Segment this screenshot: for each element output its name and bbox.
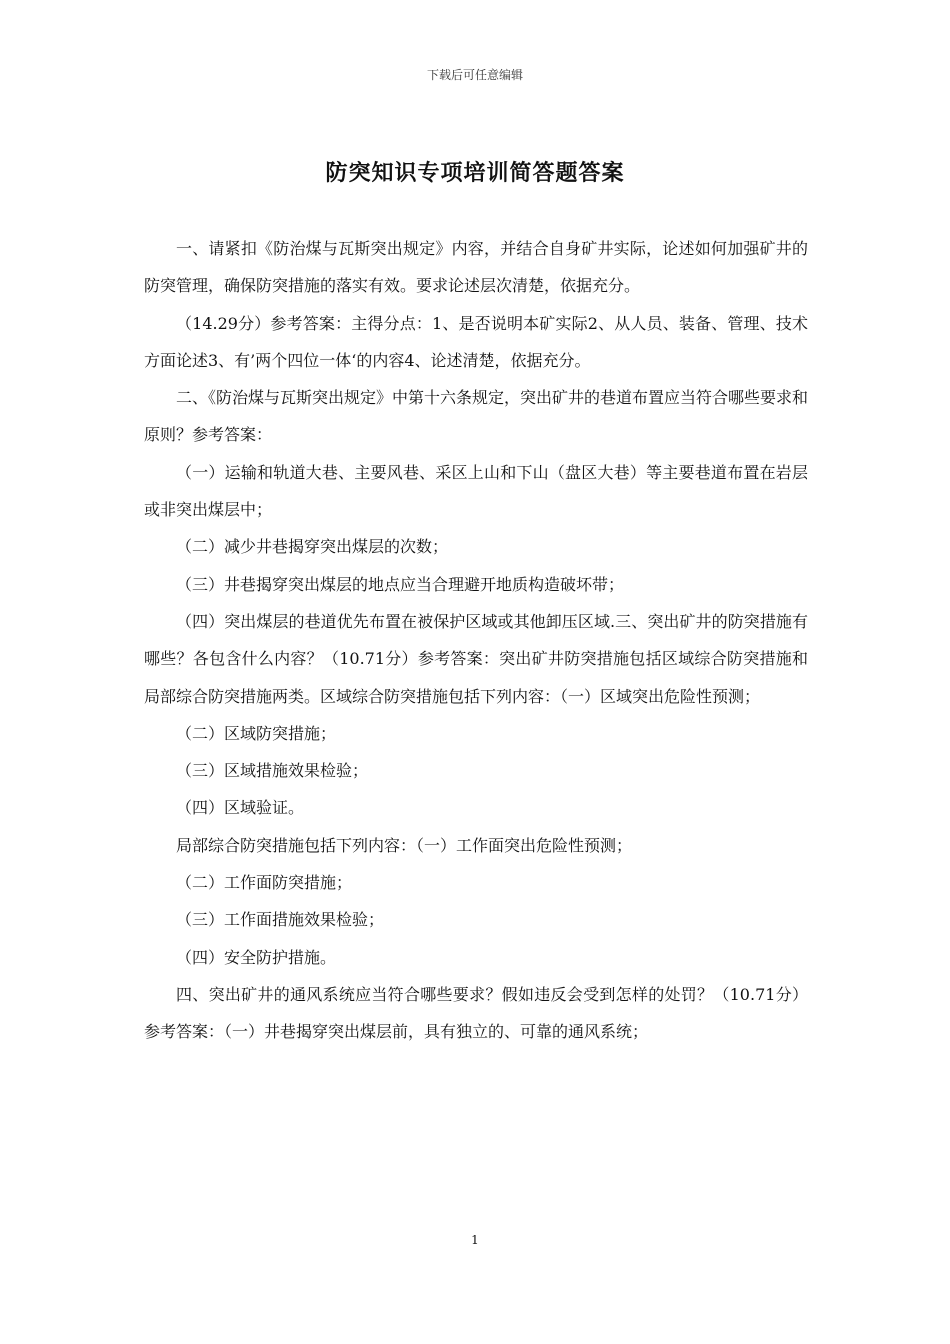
page-number: 1 bbox=[471, 1233, 479, 1247]
paragraph-q4: 四、突出矿井的通风系统应当符合哪些要求？假如违反会受到怎样的处罚？（10.71分）参考答案：（一）井巷揭穿突出煤层前，具有独立的、可靠的通风系统； bbox=[144, 984, 808, 1042]
paragraph-q3-regional-3: （三）区域措施效果检验； bbox=[176, 761, 369, 781]
paragraph-q2-item-1: （一）运输和轨道大巷、主要风巷、采区上山和下山（盘区大巷）等主要巷道布置在岩层或非突出煤层中； bbox=[144, 462, 808, 520]
paragraph-q2: 二、《防治煤与瓦斯突出规定》中第十六条规定，突出矿井的巷道布置应当符合哪些要求和原则？参考答案： bbox=[144, 388, 809, 445]
paragraph-q3-local-3: （三）工作面措施效果检验； bbox=[176, 910, 385, 930]
paragraph-q2-item-2: （二）减少井巷揭穿突出煤层的次数； bbox=[176, 537, 449, 557]
header-note: 下载后可任意编辑 bbox=[426, 68, 523, 82]
paragraph-q2-item-4-q3: （四）突出煤层的巷道优先布置在被保护区域或其他卸压区域.三、突出矿井的防突措施有哪些？各包含什么内容？（10.71分）参考答案：突出矿井防突措施包括区域综合防突措施和局部综合防突措施两类。区域综合防突措施包括下列内容：（一）区域突出危险性预测； bbox=[144, 611, 808, 706]
paragraph-q3-regional-4: （四）区域验证。 bbox=[176, 798, 305, 818]
paragraph-q3-local-intro: 局部综合防突措施包括下列内容：（一）工作面突出危险性预测； bbox=[176, 835, 633, 855]
paragraph-q1-answer: （14.29分）参考答案：主得分点：1、是否说明本矿实际2、从人员、装备、管理、技术方面论述3、有’两个四位一体‘的内容4、论述清楚，依据充分。 bbox=[144, 313, 808, 370]
paragraph-q2-item-3: （三）井巷揭穿突出煤层的地点应当合理避开地质构造破坏带； bbox=[176, 574, 625, 594]
paragraph-q3-local-2: （二）工作面防突措施； bbox=[176, 873, 353, 893]
paragraph-q1: 一、请紧扣《防治煤与瓦斯突出规定》内容，并结合自身矿井实际，论述如何加强矿井的防突管理，确保防突措施的落实有效。要求论述层次清楚，依据充分。 bbox=[144, 239, 808, 296]
paragraph-q3-local-4: （四）安全防护措施。 bbox=[176, 947, 337, 967]
document-body bbox=[144, 230, 808, 1051]
document-title: 防突知识专项培训简答题答案 bbox=[325, 160, 625, 186]
paragraph-q3-regional-2: （二）区域防突措施； bbox=[176, 723, 337, 743]
